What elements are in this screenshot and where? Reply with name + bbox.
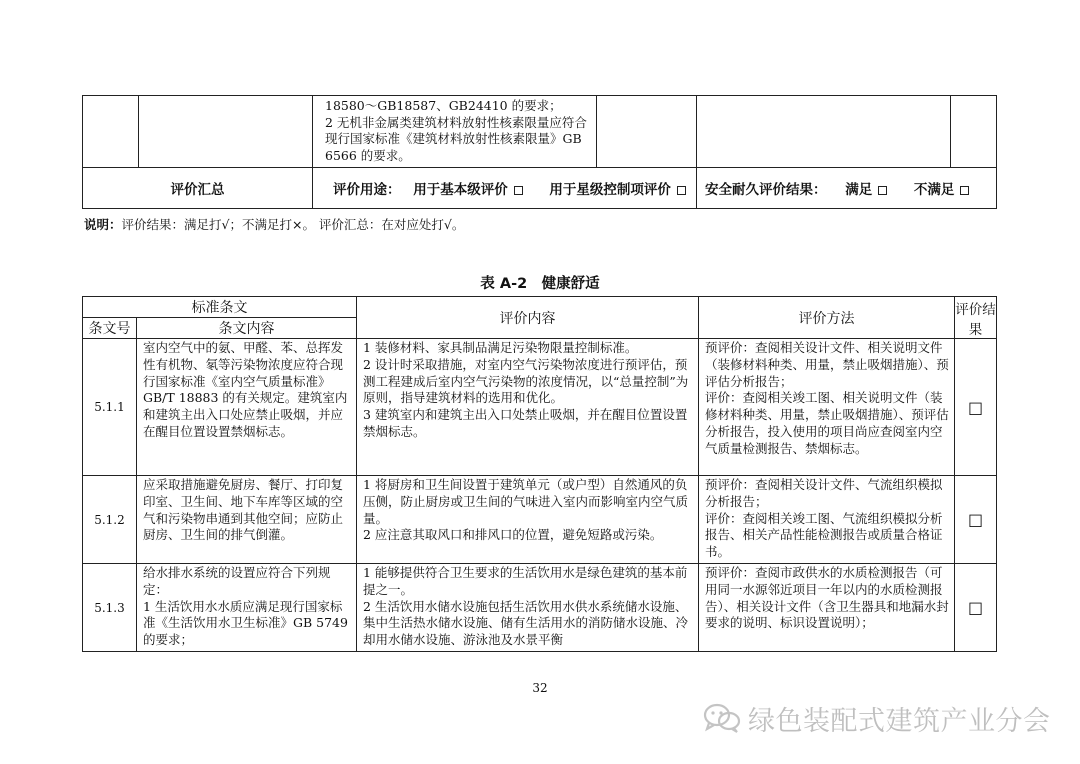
empty-cell bbox=[597, 96, 697, 168]
empty-cell bbox=[697, 96, 951, 168]
watermark-text: 绿色装配式建筑产业分会 bbox=[748, 705, 1051, 737]
clause-content: 应采取措施避免厨房、餐厅、打印复印室、卫生间、地下车库等区域的空气和污染物串通到其他空间；应防止厨房、卫生间的排气倒灌。 bbox=[137, 476, 357, 564]
page-number: 32 bbox=[532, 681, 548, 695]
eval-method: 预评价：查阅相关设计文件、气流组织模拟分析报告； 评价：查阅相关竣工图、气流组织模拟分析报告、相关产品性能检测报告或质量合格证书。 bbox=[699, 476, 955, 564]
result-yes-checkbox[interactable] bbox=[878, 186, 887, 195]
result-checkbox[interactable]: □ bbox=[955, 476, 997, 564]
table-title: 表 A-2 健康舒适 bbox=[480, 276, 600, 292]
table-row bbox=[83, 339, 997, 476]
eval-content: 1 将厨房和卫生间设置于建筑单元（或户型）自然通风的负压侧，防止厨房或卫生间的气味进入室内而影响室内空气质量。 2 应注意其取风口和排风口的位置，避免短路或污染。 bbox=[357, 476, 699, 564]
continuation-text: 18580～GB18587、GB24410 的要求； 2 无机非金属类建筑材料放射性核素限量应符合现行国家标准《建筑材料放射性核素限量》GB 6566 的要求。 bbox=[313, 96, 597, 168]
clause-number: 5.1.3 bbox=[83, 564, 137, 652]
eval-content: 1 能够提供符合卫生要求的生活饮用水是绿色建筑的基本前提之一。 2 生活饮用水储水设施包括生活饮用水供水系统储水设施、集中生活热水储水设施、储有生活用水的消防储水设施、冷却用水储水设施、游泳池及水景平衡 bbox=[357, 564, 699, 652]
wechat-icon bbox=[702, 702, 742, 734]
usage-cell bbox=[313, 168, 697, 209]
header-clause-no: 条文号 bbox=[83, 318, 137, 339]
result-label: 安全耐久评价结果： bbox=[705, 182, 827, 198]
result-no-checkbox[interactable] bbox=[960, 186, 969, 195]
clause-number: 5.1.1 bbox=[83, 339, 137, 476]
usage-star-checkbox[interactable] bbox=[677, 186, 686, 195]
header-eval-content: 评价内容 bbox=[357, 297, 699, 339]
eval-method: 预评价：查阅市政供水的水质检测报告（可用同一水源邻近项目一年以内的水质检测报告）、相关设计文件（含卫生器具和地漏水封要求的说明、标识设置说明）； bbox=[699, 564, 955, 652]
result-option-yes: 满足 bbox=[845, 182, 873, 198]
eval-content: 1 装修材料、家具制品满足污染物限量控制标准。 2 设计时采取措施，对室内空气污染物浓度进行预评估，预测工程建成后室内空气污染物的浓度情况，以“总量控制”为原则，指导建筑材料的选用和优化。 3 建筑室内和建筑主出入口处禁止吸烟，并在醒目位置设置禁烟标志。 bbox=[357, 339, 699, 476]
empty-cell bbox=[139, 96, 313, 168]
summary-label-cell bbox=[83, 168, 313, 209]
usage-label: 评价用途： bbox=[333, 182, 401, 198]
header-standard: 标准条文 bbox=[83, 297, 357, 318]
header-eval-method: 评价方法 bbox=[699, 297, 955, 339]
continuation-table bbox=[82, 95, 997, 209]
summary-label: 评价汇总 bbox=[170, 182, 225, 198]
result-cell bbox=[697, 168, 997, 209]
clause-content: 给水排水系统的设置应符合下列规定： 1 生活饮用水水质应满足现行国家标准《生活饮用水卫生标准》GB 5749 的要求； bbox=[137, 564, 357, 652]
watermark bbox=[702, 700, 1051, 736]
usage-option-star: 用于星级控制项评价 bbox=[549, 182, 671, 198]
table-row bbox=[83, 476, 997, 564]
note-label: 说明： bbox=[84, 217, 122, 232]
result-checkbox[interactable]: □ bbox=[955, 564, 997, 652]
eval-method: 预评价：查阅相关设计文件、相关说明文件（装修材料种类、用量，禁止吸烟措施）、预评估分析报告； 评价：查阅相关竣工图、相关说明文件（装修材料种类、用量，禁止吸烟措施）、预评估分析报告，投入使用的项目尚应查阅室内空气质量检测报告、禁烟标志。 bbox=[699, 339, 955, 476]
usage-basic-checkbox[interactable] bbox=[514, 186, 523, 195]
result-checkbox[interactable]: □ bbox=[955, 339, 997, 476]
table-row bbox=[83, 564, 997, 652]
clause-number: 5.1.2 bbox=[83, 476, 137, 564]
result-option-no: 不满足 bbox=[913, 182, 955, 198]
usage-option-basic: 用于基本级评价 bbox=[413, 182, 508, 198]
empty-cell bbox=[951, 96, 997, 168]
note-text: 评价结果：满足打√；不满足打×。 评价汇总：在对应处打√。 bbox=[121, 217, 465, 232]
empty-cell bbox=[83, 96, 139, 168]
health-comfort-table bbox=[82, 296, 997, 652]
clause-content: 室内空气中的氨、甲醛、苯、总挥发性有机物、氡等污染物浓度应符合现行国家标准《室内空气质量标准》GB/T 18883 的有关规定。建筑室内和建筑主出入口处应禁止吸烟，并应在醒目位置设置禁烟标志。 bbox=[137, 339, 357, 476]
header-eval-result: 评价结果 bbox=[955, 297, 997, 339]
header-clause-content: 条文内容 bbox=[137, 318, 357, 339]
note bbox=[84, 215, 464, 233]
